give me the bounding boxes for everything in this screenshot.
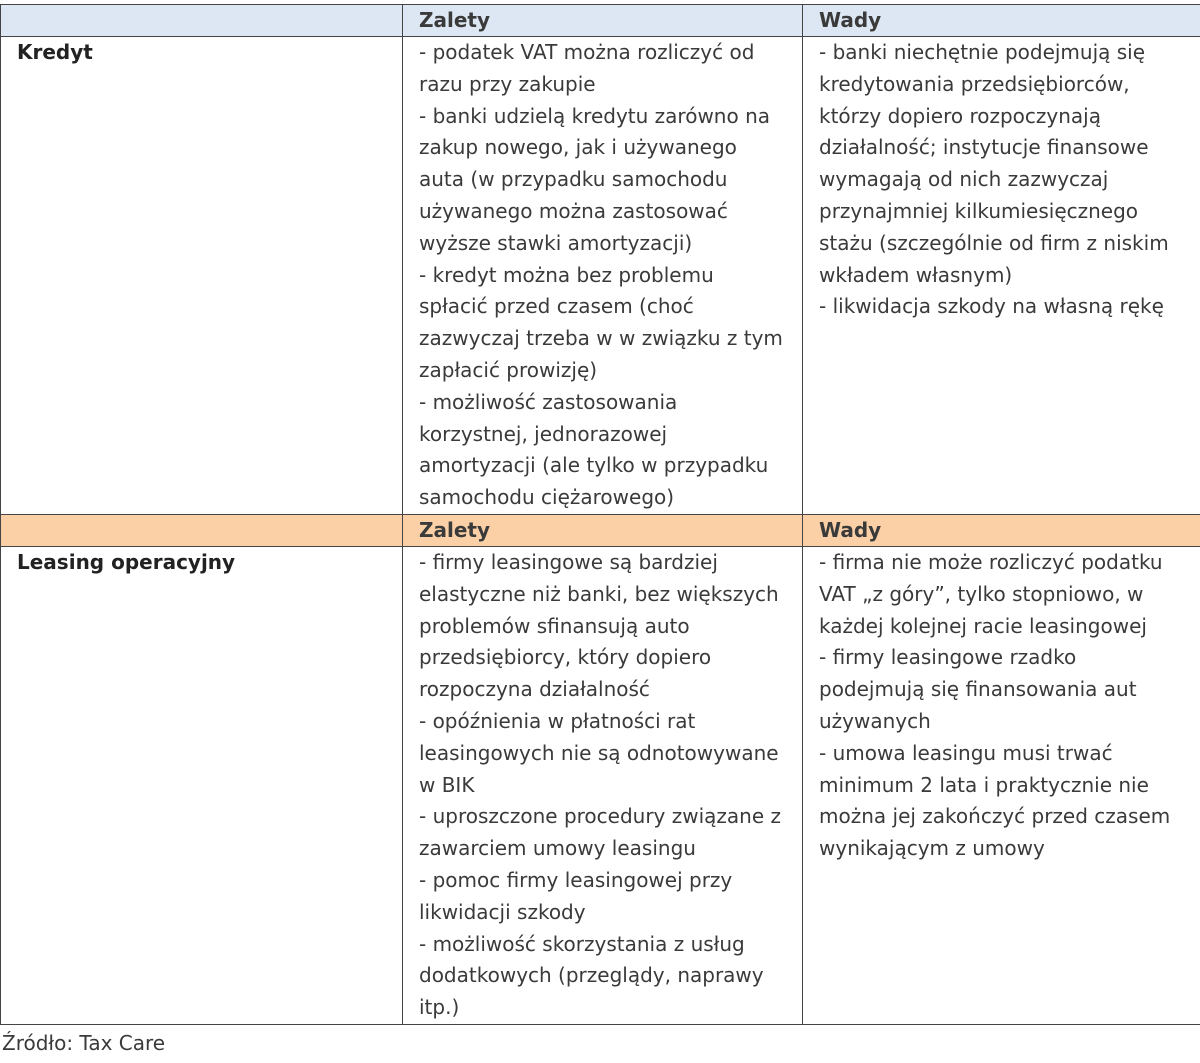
cell-leasing-zalety: - firmy leasingowe są bardziej elastyczne niż banki, bez większych problemów sfinansują auto przedsiębiorcy, który dopiero rozpoczyna działalność - opóźnienia w płatności rat leasingowych nie są odnotowywane w BIK - uproszczone procedury związane z zawarciem umowy leasingu - pomoc firmy leasingowej przy likwidacji szkody - możliwość skorzystania z usług dodatkowych (przeglądy, naprawy itp.) bbox=[403, 546, 803, 1024]
row-label-kredyt bbox=[1, 37, 403, 515]
row-label-text: Kredyt bbox=[17, 40, 93, 64]
source-caption: Źródło: Tax Care bbox=[2, 1031, 166, 1055]
row-label-leasing bbox=[1, 546, 403, 1024]
header-empty-cell bbox=[1, 514, 403, 546]
header-zalety: Zalety bbox=[403, 5, 803, 37]
row-kredyt bbox=[1, 37, 1200, 515]
header-row-leasing bbox=[1, 514, 1200, 546]
cell-kredyt-zalety: - podatek VAT można rozliczyć od razu przy zakupie - banki udzielą kredytu zarówno na zakup nowego, jak i używanego auta (w przypadku samochodu używanego można zastosować wyższe stawki amortyzacji) - kredyt można bez problemu spłacić przed czasem (choć zazwyczaj trzeba w w związku z tym zapłacić prowizję) - możliwość zastosowania korzystnej, jednorazowej amortyzacji (ale tylko w przypadku samochodu ciężarowego) bbox=[403, 37, 803, 515]
header-wady: Wady bbox=[803, 5, 1200, 37]
header-empty-cell bbox=[1, 5, 403, 37]
header-wady: Wady bbox=[803, 514, 1200, 546]
row-label-text: Leasing operacyjny bbox=[17, 549, 236, 574]
cell-leasing-wady: - firma nie może rozliczyć podatku VAT „z góry”, tylko stopniowo, w każdej kolejnej racie leasingowej - firmy leasingowe rzadko podejmują się finansowania aut używanych - umowa leasingu musi trwać minimum 2 lata i praktycznie nie można jej zakończyć przed czasem wynikającym z umowy bbox=[803, 546, 1200, 1024]
comparison-table bbox=[0, 4, 1200, 1025]
row-leasing bbox=[1, 546, 1200, 1024]
header-zalety: Zalety bbox=[403, 514, 803, 546]
cell-kredyt-wady: - banki niechętnie podejmują się kredytowania przedsiębiorców, którzy dopiero rozpoczynają działalność; instytucje finansowe wymagają od nich zazwyczaj przynajmniej kilkumiesięcznego stażu (szczególnie od firm z niskim wkładem własnym) - likwidacja szkody na własną rękę bbox=[803, 37, 1200, 515]
header-row-kredyt bbox=[1, 5, 1200, 37]
